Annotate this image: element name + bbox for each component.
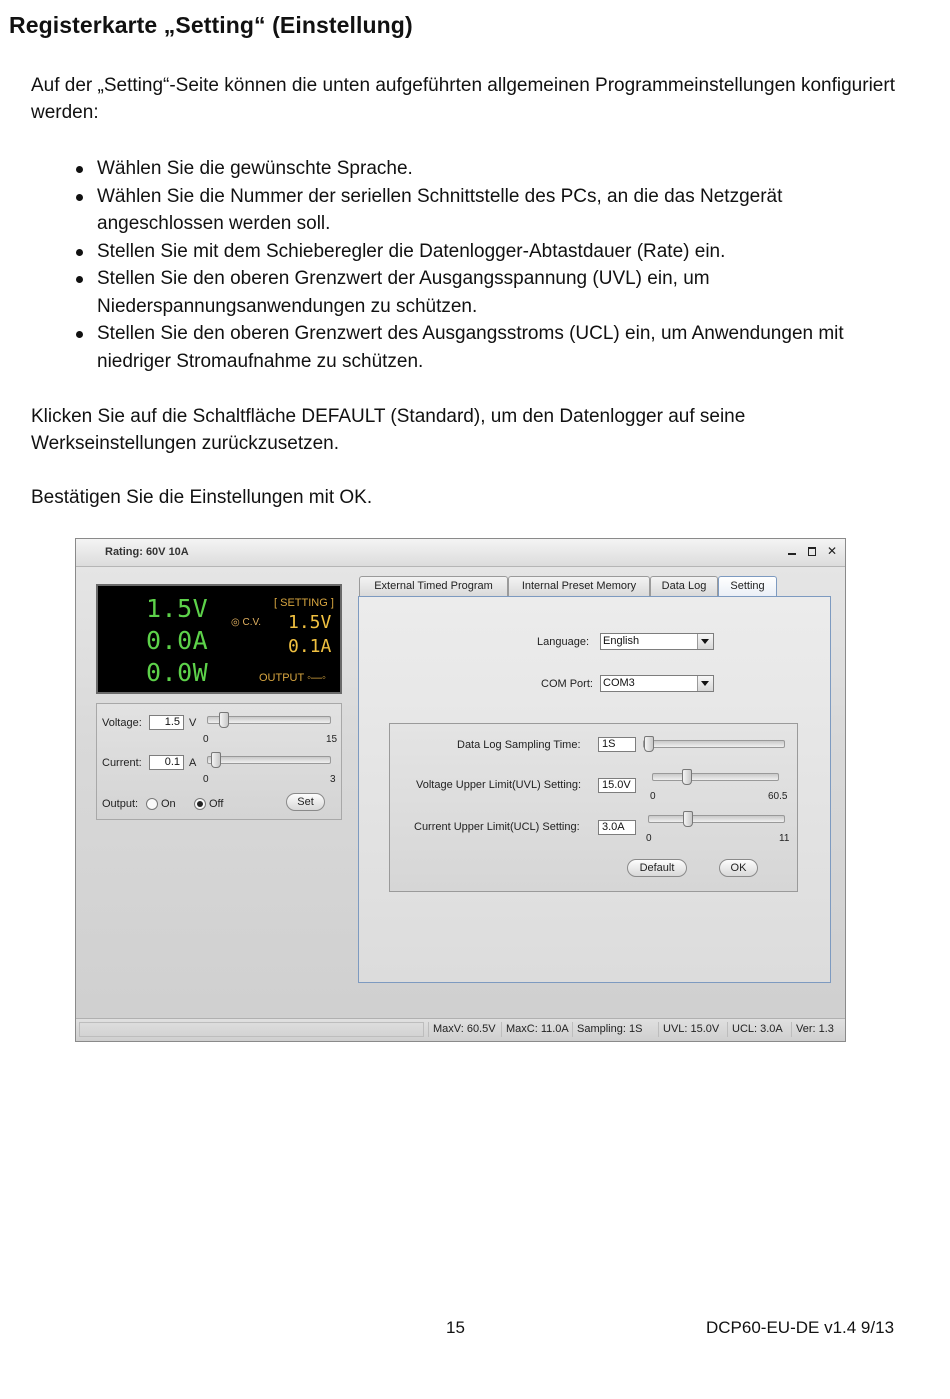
uvl-input[interactable]: 15.0V — [598, 778, 636, 793]
current-slider[interactable] — [207, 756, 331, 764]
output-off-radio[interactable] — [194, 798, 206, 810]
tab-setting[interactable]: Setting — [718, 576, 777, 597]
settings-bullet-list — [76, 155, 906, 375]
lcd-setting-title: [ SETTING ] — [274, 597, 334, 609]
com-port-label: COM Port: — [541, 678, 593, 690]
confirm-paragraph: Bestätigen Sie die Einstellungen mit OK. — [31, 487, 373, 508]
language-label: Language: — [537, 636, 589, 648]
section-heading: Registerkarte „Setting“ (Einstellung) — [9, 12, 413, 38]
voltage-unit: V — [189, 717, 197, 729]
limits-group — [389, 723, 798, 892]
close-icon[interactable]: ✕ — [826, 544, 838, 558]
status-version: Ver: 1.3 — [791, 1022, 834, 1037]
current-input[interactable]: 0.1 — [149, 755, 184, 770]
ucl-label: Current Upper Limit(UCL) Setting: — [414, 821, 580, 833]
current-slider-max: 3 — [330, 774, 336, 785]
bullet-item: Wählen Sie die Nummer der seriellen Schnittstelle des PCs, an die das Netzgerät angeschlossen werden soll. — [76, 183, 906, 238]
ucl-slider-min: 0 — [646, 833, 652, 844]
bullet-dot-icon — [76, 249, 83, 256]
status-ucl: UCL: 3.0A — [727, 1022, 783, 1037]
current-slider-thumb[interactable] — [211, 752, 221, 768]
ucl-slider-thumb[interactable] — [683, 811, 693, 827]
voltage-label: Voltage: — [102, 717, 142, 729]
com-port-value: COM3 — [603, 677, 635, 689]
output-control-panel — [96, 703, 342, 820]
window-titlebar — [76, 539, 845, 567]
status-max-current: MaxC: 11.0A — [501, 1022, 569, 1037]
uvl-label: Voltage Upper Limit(UVL) Setting: — [416, 779, 582, 791]
bullet-dot-icon — [76, 166, 83, 173]
current-label: Current: — [102, 757, 142, 769]
uvl-slider-min: 0 — [650, 791, 656, 802]
sampling-time-label: Data Log Sampling Time: — [457, 739, 581, 751]
chevron-down-icon[interactable] — [697, 634, 713, 649]
lcd-current: 0.0A — [146, 626, 209, 655]
app-window — [75, 538, 846, 1042]
current-slider-min: 0 — [203, 774, 209, 785]
status-sampling: Sampling: 1S — [572, 1022, 642, 1037]
status-bar — [76, 1018, 845, 1041]
tab-external-timed-program[interactable]: External Timed Program — [359, 576, 508, 596]
voltage-input[interactable]: 1.5 — [149, 715, 184, 730]
ucl-input[interactable]: 3.0A — [598, 820, 636, 835]
bullet-dot-icon — [76, 331, 83, 338]
sampling-time-slider-thumb[interactable] — [644, 736, 654, 752]
document-id: DCP60-EU-DE v1.4 9/13 — [706, 1318, 895, 1337]
sampling-time-input[interactable]: 1S — [598, 737, 636, 752]
voltage-slider-thumb[interactable] — [219, 712, 229, 728]
bullet-item: Stellen Sie den oberen Grenzwert des Ausgangsstroms (UCL) ein, um Anwendungen mit niedriger Stromaufnahme zu schützen. — [76, 320, 906, 375]
bullet-dot-icon — [76, 194, 83, 201]
uvl-slider-max: 60.5 — [768, 791, 788, 802]
tab-internal-preset-memory[interactable]: Internal Preset Memory — [508, 576, 650, 596]
lcd-set-voltage: 1.5V — [288, 612, 332, 633]
lcd-output-indicator: OUTPUT ◦—◦ — [259, 672, 326, 684]
default-button[interactable]: Default — [627, 859, 687, 877]
bullet-item: Wählen Sie die gewünschte Sprache. — [76, 155, 906, 183]
lcd-cv-indicator: ◎ C.V. — [231, 617, 262, 628]
voltage-slider[interactable] — [207, 716, 331, 724]
status-max-voltage: MaxV: 60.5V — [428, 1022, 496, 1037]
uvl-slider[interactable] — [652, 773, 779, 781]
status-uvl: UVL: 15.0V — [658, 1022, 719, 1037]
bullet-item: Stellen Sie den oberen Grenzwert der Ausgangsspannung (UVL) ein, um Niederspannungsanwendungen zu schützen. — [76, 265, 906, 320]
tab-data-log[interactable]: Data Log — [650, 576, 718, 596]
lcd-voltage: 1.5V — [146, 594, 209, 623]
bullet-item: Stellen Sie mit dem Schieberegler die Datenlogger-Abtastdauer (Rate) ein. — [76, 238, 906, 266]
status-empty-field — [79, 1022, 424, 1037]
window-title: Rating: 60V 10A — [105, 546, 189, 558]
ok-button[interactable]: OK — [719, 859, 758, 877]
lcd-display — [96, 584, 342, 694]
page-number: 15 — [446, 1318, 465, 1337]
intro-paragraph: Auf der „Setting“-Seite können die unten aufgeführten allgemeinen Programmeinstellungen konfiguriert werden: — [31, 75, 895, 123]
sampling-time-slider[interactable] — [643, 740, 785, 748]
voltage-slider-max: 15 — [326, 734, 338, 745]
output-label: Output: — [102, 798, 139, 810]
bullet-dot-icon — [76, 276, 83, 283]
com-port-select[interactable] — [600, 675, 714, 692]
maximize-icon[interactable] — [805, 544, 819, 558]
setting-panel — [358, 596, 831, 983]
language-value: English — [603, 635, 640, 647]
default-paragraph: Klicken Sie auf die Schaltfläche DEFAULT (Standard), um den Datenlogger auf seine Werkseinstellungen zurückzusetzen. — [31, 406, 746, 454]
voltage-slider-min: 0 — [203, 734, 209, 745]
minimize-icon[interactable] — [785, 544, 799, 558]
set-button[interactable]: Set — [286, 793, 325, 811]
lcd-set-current: 0.1A — [288, 636, 332, 657]
output-off-label: Off — [209, 798, 224, 810]
ucl-slider-max: 11 — [779, 833, 790, 844]
chevron-down-icon[interactable] — [697, 676, 713, 691]
language-select[interactable] — [600, 633, 714, 650]
ucl-slider[interactable] — [648, 815, 785, 823]
output-on-label: On — [161, 798, 176, 810]
output-on-radio[interactable] — [146, 798, 158, 810]
uvl-slider-thumb[interactable] — [682, 769, 692, 785]
current-unit: A — [189, 757, 197, 769]
lcd-power: 0.0W — [146, 658, 209, 687]
